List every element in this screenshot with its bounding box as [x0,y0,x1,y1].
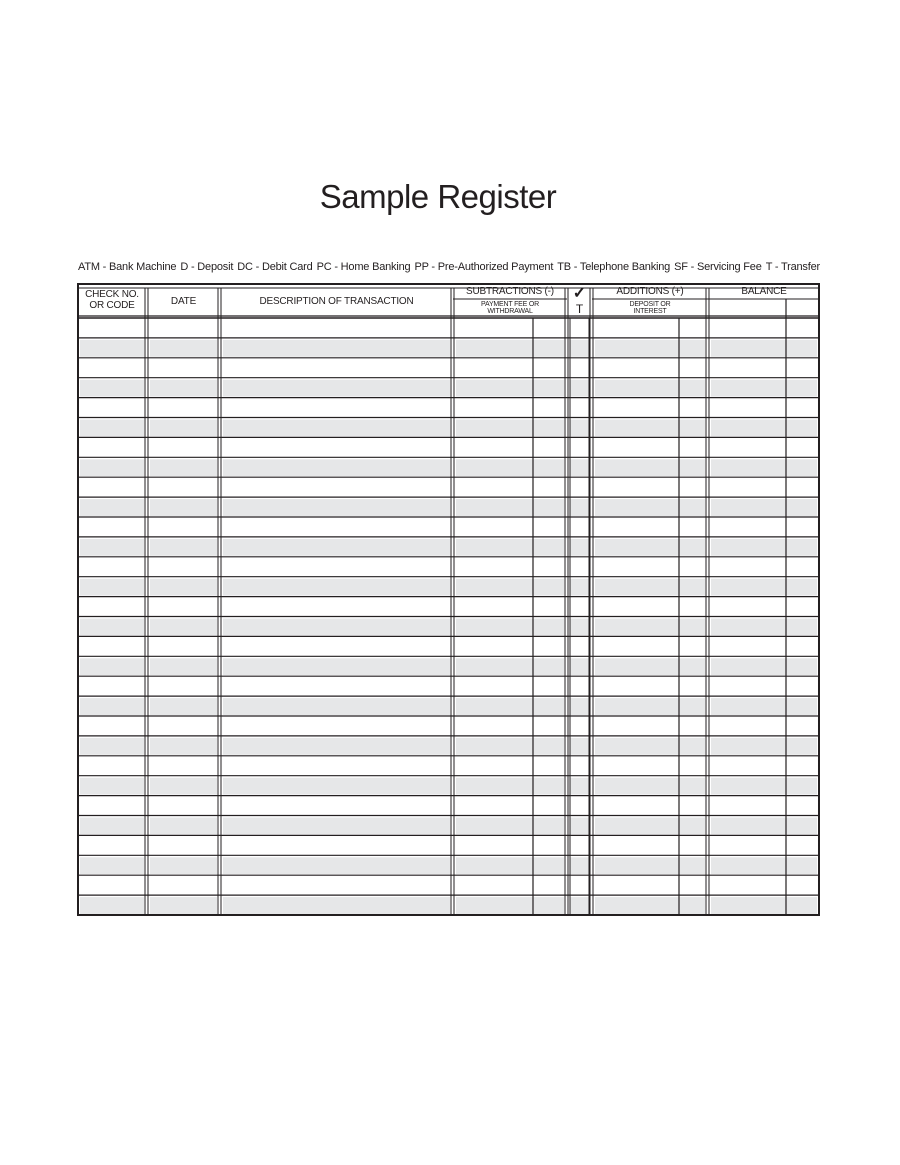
row-shade [456,658,564,675]
row-shade [150,818,217,835]
row-shade [711,897,817,914]
header-t: T [575,302,584,316]
row-shade [570,459,589,476]
row-shade [570,818,589,835]
row-shade [595,658,705,675]
header-description: DESCRIPTION OF TRANSACTION [259,296,414,307]
row-shade [150,698,217,715]
row-shade [150,499,217,516]
row-shade [80,420,144,437]
row-shade [223,818,450,835]
row-shade [150,579,217,596]
row-shade [711,459,817,476]
row-shade [150,738,217,755]
row-shade [570,579,589,596]
row-shade [595,579,705,596]
row-shade [711,619,817,636]
row-shade [456,579,564,596]
row-shade [456,897,564,914]
row-shade [570,857,589,874]
legend-item: PP - Pre-Authorized Payment [414,261,554,273]
row-shade [595,738,705,755]
row-shade [570,778,589,795]
row-shade [456,818,564,835]
row-shade [80,738,144,755]
row-shade [223,778,450,795]
legend-item: T - Transfer [765,261,820,273]
row-shade [456,619,564,636]
row-shade [223,698,450,715]
row-shade [595,778,705,795]
page-title: Sample Register [319,178,557,215]
row-shade [711,499,817,516]
row-shade [223,897,450,914]
row-shade [223,619,450,636]
row-shade [80,499,144,516]
row-shade [595,380,705,397]
row-shade [595,698,705,715]
register-table [77,283,820,917]
row-shade [570,698,589,715]
header-subtractions: SUBTRACTIONS (-) [466,286,554,297]
row-shade [456,539,564,556]
row-shade [150,778,217,795]
legend-item: PC - Home Banking [316,261,411,273]
row-shade [456,499,564,516]
row-shade [456,380,564,397]
legend-item: DC - Debit Card [237,261,313,273]
row-shade [223,420,450,437]
row-shade [80,857,144,874]
row-shade [223,340,450,357]
row-shade [711,738,817,755]
row-shade [150,539,217,556]
header-additions-sub: DEPOSIT OR INTEREST [629,301,671,315]
legend-item: ATM - Bank Machine [78,261,177,273]
row-shade [80,579,144,596]
header-balance: BALANCE [741,286,787,297]
row-shade [711,380,817,397]
check-mark-icon: ✓ [572,285,587,302]
row-shade [570,539,589,556]
row-shade [456,778,564,795]
row-shade [150,459,217,476]
row-shade [595,857,705,874]
row-shade [595,818,705,835]
row-shade [595,459,705,476]
row-shade [456,857,564,874]
row-shade [223,380,450,397]
row-shade [150,897,217,914]
row-shade [570,658,589,675]
row-shade [150,380,217,397]
row-shade [80,459,144,476]
row-shade [223,658,450,675]
row-shade [711,340,817,357]
row-shade [80,778,144,795]
register-grid [77,283,820,917]
row-shade [595,619,705,636]
row-shade [570,499,589,516]
row-shade [570,420,589,437]
row-shade [570,340,589,357]
row-shade [570,380,589,397]
row-shade [456,340,564,357]
row-shade [595,897,705,914]
row-shade [595,420,705,437]
legend-item: D - Deposit [180,261,234,273]
row-shade [711,420,817,437]
row-shade [80,897,144,914]
row-shade [570,619,589,636]
row-shade [456,698,564,715]
row-shade [711,857,817,874]
row-shade [80,818,144,835]
row-shade [80,340,144,357]
row-shade [711,658,817,675]
row-shade [80,619,144,636]
header-additions: ADDITIONS (+) [616,286,684,297]
row-shade [80,658,144,675]
row-shade [150,658,217,675]
row-shade [595,340,705,357]
row-shade [80,380,144,397]
row-shade [223,459,450,476]
row-shade [223,499,450,516]
row-shade [711,818,817,835]
legend-item: SF - Servicing Fee [674,261,762,273]
header-check-no: CHECK NO. OR CODE [85,289,139,311]
row-shade [80,539,144,556]
row-shade [150,857,217,874]
header-subtractions-sub: PAYMENT FEE OR WITHDRAWAL [481,301,539,315]
row-shade [595,539,705,556]
header-date: DATE [170,296,197,307]
row-shade [223,539,450,556]
row-shade [223,738,450,755]
row-shade [570,897,589,914]
row-shade [595,499,705,516]
row-shade [711,579,817,596]
row-shade [456,738,564,755]
row-shade [150,340,217,357]
row-shade [711,778,817,795]
row-shade [456,420,564,437]
row-shade [223,857,450,874]
row-shade [80,698,144,715]
row-shade [711,539,817,556]
row-shade [456,459,564,476]
code-legend [78,261,820,273]
row-shade [223,579,450,596]
row-shade [711,698,817,715]
row-shade [570,738,589,755]
legend-item: TB - Telephone Banking [557,261,671,273]
row-shade [150,619,217,636]
row-shade [150,420,217,437]
